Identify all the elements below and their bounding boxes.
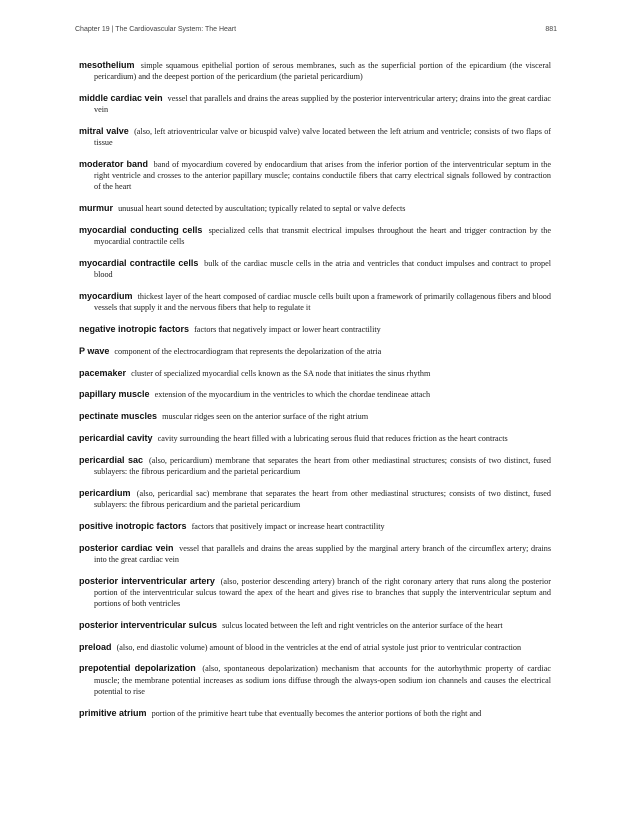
glossary-definition: factors that negatively impact or lower heart contractility <box>194 325 381 334</box>
glossary-entry <box>79 258 551 280</box>
glossary-definition: extension of the myocardium in the ventricles to which the chordae tendineae attach <box>154 390 431 400</box>
glossary-entry <box>79 411 551 422</box>
glossary-entry <box>79 225 551 247</box>
glossary-list <box>79 60 551 729</box>
glossary-definition: (also, pericardium) membrane that separates the heart from other mediastinal structures; consists of two distinct, fused sublayers: the fibrous pericardium and the parietal pericardium <box>94 455 552 476</box>
glossary-term: myocardial contractile cells <box>79 258 199 268</box>
glossary-definition: (also, end diastolic volume) amount of blood in the ventricles at the end of atrial systole just prior to ventricular contraction <box>116 642 522 652</box>
glossary-definition: cavity surrounding the heart filled with a lubricating serous fluid that reduces friction as the heart contracts <box>157 433 508 443</box>
glossary-entry <box>79 708 551 719</box>
glossary-entry <box>79 126 551 148</box>
glossary-entry <box>79 543 551 565</box>
glossary-entry <box>79 324 551 335</box>
glossary-entry <box>79 368 551 379</box>
glossary-entry <box>79 60 551 82</box>
glossary-entry <box>79 159 551 193</box>
glossary-definition: specialized cells that transmit electrical impulses throughout the heart and trigger contraction by the myocardial contractile cells <box>94 226 551 247</box>
glossary-term: negative inotropic factors <box>79 324 190 334</box>
glossary-definition: vessel that parallels and drains the areas supplied by the marginal artery branch of the circumflex artery; drains into the great cardiac vein <box>94 543 552 564</box>
glossary-entry <box>79 93 551 115</box>
glossary-term: prepotential depolarization <box>79 663 196 674</box>
glossary-term: mitral valve <box>79 126 129 136</box>
glossary-definition: (also, pericardial sac) membrane that separates the heart from other mediastinal structures; consists of two distinct, fused sublayers: the fibrous pericardium and the parietal pericardium <box>94 488 551 509</box>
glossary-definition: cluster of specialized myocardial cells known as the SA node that initiates the sinus rhythm <box>131 368 431 378</box>
glossary-term: myocardial conducting cells <box>79 225 203 235</box>
glossary-term: murmur <box>79 203 114 214</box>
glossary-entry <box>79 389 551 400</box>
glossary-entry <box>79 203 551 214</box>
glossary-definition: (also, spontaneous depolarization) mechanism that accounts for the autorhythmic property of cardiac muscle; the membrane potential increases as sodium ions diffuse through the always-open sodium ion channels and causes the electrical potential to rise <box>94 664 551 696</box>
glossary-entry <box>79 433 551 444</box>
glossary-term: posterior interventricular artery <box>79 575 215 586</box>
glossary-entry <box>79 642 551 653</box>
glossary-term: pericardial sac <box>79 454 143 465</box>
glossary-definition: muscular ridges seen on the anterior surface of the right atrium <box>162 412 369 422</box>
glossary-definition: (also, posterior descending artery) branch of the right coronary artery that runs along the posterior portion of the interventricular sulcus toward the apex of the heart and gives rise to branches that supply the interventricular septum and portions of both ventricles <box>94 576 551 608</box>
glossary-entry <box>79 455 551 477</box>
glossary-term: pericardial cavity <box>79 432 153 443</box>
glossary-entry <box>79 663 551 697</box>
glossary-term: myocardium <box>79 291 133 301</box>
glossary-term: positive inotropic factors <box>79 520 187 531</box>
glossary-term: middle cardiac vein <box>79 93 163 103</box>
glossary-term: posterior interventricular sulcus <box>79 619 218 630</box>
glossary-entry <box>79 346 551 357</box>
glossary-entry <box>79 521 551 532</box>
glossary-definition: simple squamous epithelial portion of serous membranes, such as the superficial portion of the epicardium (the visceral pericardium) and the deepest portion of the pericardium (the parietal pericardium) <box>94 61 551 82</box>
glossary-definition: band of myocardium covered by endocardium that arises from the inferior portion of the interventricular septum in the right ventricle and crosses to the anterior papillary muscle; contains conductile fibers that carry electrical signals followed by contraction of the heart <box>94 160 551 192</box>
glossary-definition: sulcus located between the left and right ventricles on the anterior surface of the heart <box>222 620 503 630</box>
glossary-entry <box>79 620 551 631</box>
glossary-term: pacemaker <box>79 367 127 378</box>
glossary-entry <box>79 576 551 610</box>
glossary-definition: vessel that parallels and drains the areas supplied by the posterior interventricular artery; drains into the great cardiac vein <box>94 94 552 115</box>
glossary-term: mesothelium <box>79 60 135 70</box>
glossary-definition: component of the electrocardiogram that represents the depolarization of the atria <box>114 346 382 356</box>
glossary-term: moderator band <box>79 159 149 169</box>
chapter-title: Chapter 19 | The Cardiovascular System: The Heart <box>75 26 237 33</box>
glossary-entry <box>79 488 551 510</box>
running-header <box>75 26 557 36</box>
glossary-term: P wave <box>79 345 110 356</box>
glossary-definition: unusual heart sound detected by auscultation; typically related to septal or valve defects <box>118 204 406 214</box>
glossary-definition: factors that positively impact or increase heart contractility <box>191 521 385 531</box>
glossary-definition: (also, left atrioventricular valve or bicuspid valve) valve located between the left atrium and ventricle; consists of two flaps of tissue <box>94 127 552 148</box>
glossary-term: papillary muscle <box>79 389 150 400</box>
glossary-term: pericardium <box>79 487 131 498</box>
page-number: 881 <box>545 26 557 33</box>
glossary-term: preload <box>79 641 112 652</box>
glossary-term: pectinate muscles <box>79 411 158 422</box>
glossary-term: posterior cardiac vein <box>79 542 174 553</box>
glossary-definition: thickest layer of the heart composed of cardiac muscle cells built upon a framework of primarily collagenous fibers and blood vessels that supply it and the nervous fibers that help to regulate it <box>94 292 551 313</box>
glossary-term: primitive atrium <box>79 707 147 718</box>
glossary-definition: portion of the primitive heart tube that eventually becomes the anterior portions of both the right and <box>151 708 482 718</box>
glossary-entry <box>79 291 551 313</box>
glossary-definition: bulk of the cardiac muscle cells in the atria and ventricles that conduct impulses and contract to propel blood <box>94 259 552 280</box>
